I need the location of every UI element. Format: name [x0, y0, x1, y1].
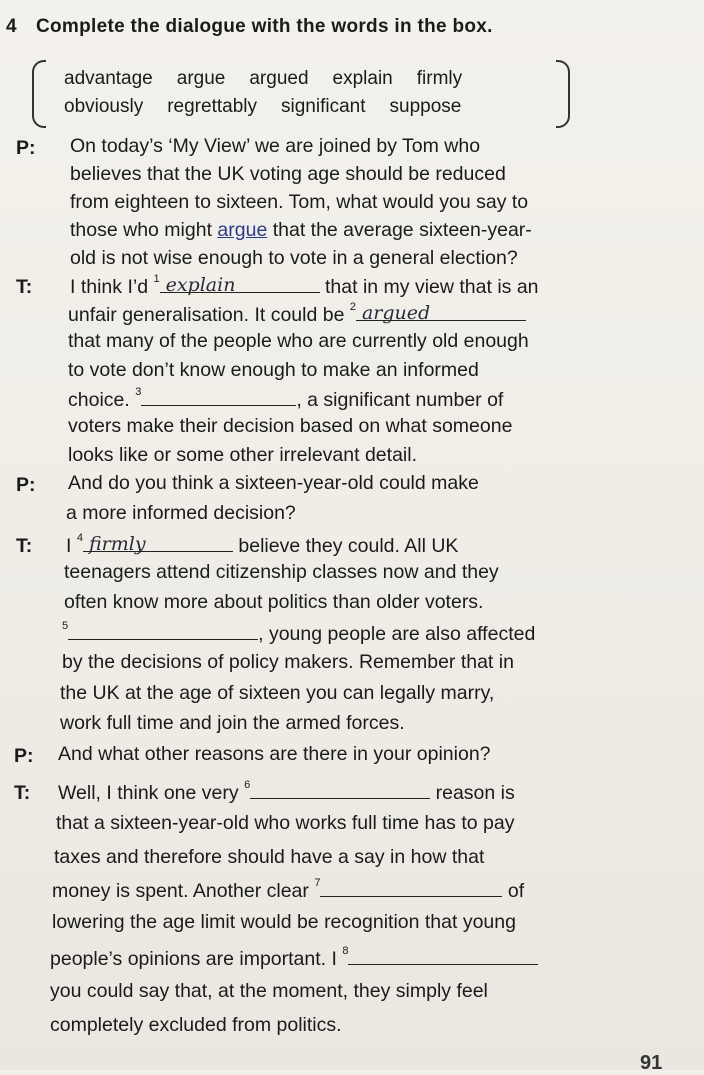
- word-regrettably: regrettably: [167, 96, 257, 117]
- dialogue-text: money is spent. Another clear: [52, 880, 315, 902]
- gap-number: 7: [314, 877, 321, 889]
- dialogue-line: [52, 877, 525, 902]
- dialogue-text: those who might: [70, 219, 218, 241]
- exercise-heading: [6, 16, 493, 38]
- dialogue-line: you could say that, at the moment, they simply feel: [50, 980, 488, 1002]
- dialogue-line: often know more about politics than older voters.: [64, 591, 484, 613]
- handwritten-answer-4: firmly: [88, 533, 146, 555]
- dialogue-text: that the average sixteen-year-: [267, 219, 532, 241]
- dialogue-line: [70, 221, 532, 241]
- dialogue-text: , a significant number of: [296, 389, 504, 411]
- speaker-p: P:: [14, 745, 34, 767]
- dialogue-line: [70, 273, 539, 298]
- word-box: [32, 60, 570, 128]
- dialogue-line: [58, 779, 515, 804]
- dialogue-line: to vote don’t know enough to make an informed: [68, 359, 479, 381]
- dialogue-line: [62, 620, 536, 645]
- word-firmly: firmly: [416, 68, 463, 89]
- dialogue-line: lowering the age limit would be recognition that young: [52, 911, 516, 933]
- word-box-row-1: [64, 68, 486, 90]
- word-significant: significant: [281, 96, 366, 117]
- dialogue-line: completely excluded from politics.: [50, 1014, 342, 1036]
- dialogue-line: looks like or some other irrelevant detail.: [68, 444, 417, 466]
- speaker-p: P:: [16, 474, 36, 496]
- word-box-right-bracket: [556, 60, 570, 128]
- gap-1-blank[interactable]: [160, 274, 320, 296]
- word-advantage: advantage: [64, 68, 153, 89]
- handwritten-answer-2: argued: [361, 302, 431, 324]
- word-argued: argued: [249, 68, 309, 89]
- word-explain: explain: [332, 68, 393, 89]
- dialogue-text: I: [66, 535, 77, 557]
- gap-7-blank[interactable]: [320, 880, 502, 897]
- gap-2-blank[interactable]: [356, 302, 526, 324]
- dialogue-line: work full time and join the armed forces.: [60, 712, 405, 734]
- dialogue-text: believe they could. All UK: [238, 535, 459, 557]
- dialogue-line: And what other reasons are there in your opinion?: [58, 743, 491, 765]
- dialogue-line: And do you think a sixteen-year-old could make: [68, 472, 479, 494]
- dialogue-line: taxes and therefore should have a say in how that: [54, 846, 485, 868]
- handwritten-answer-1: explain: [165, 274, 236, 296]
- dialogue-line: the UK at the age of sixteen you can legally marry,: [60, 682, 495, 704]
- speaker-p: P:: [16, 137, 36, 159]
- gap-number: 4: [76, 532, 83, 544]
- dialogue-text: that in my view that is an: [325, 276, 539, 298]
- dialogue-text: people’s opinions are important. I: [50, 948, 343, 970]
- word-obviously: obviously: [64, 96, 144, 117]
- gap-5-blank[interactable]: [68, 623, 258, 640]
- dialogue-line: by the decisions of policy makers. Remember that in: [62, 651, 514, 673]
- dialogue-text: unfair generalisation. It could be: [68, 304, 350, 326]
- dialogue-line: old is not wise enough to vote in a general election?: [70, 247, 518, 269]
- dialogue-line: a more informed decision?: [66, 502, 296, 524]
- dialogue-text: , young people are also affected: [258, 623, 536, 645]
- dialogue-text: Well, I think one very: [58, 782, 245, 804]
- dialogue-line: [66, 532, 459, 557]
- dialogue-line: [50, 945, 538, 970]
- gap-4-blank[interactable]: [83, 533, 233, 555]
- dialogue-line: from eighteen to sixteen. Tom, what would you say to: [70, 191, 529, 213]
- dialogue-text: choice.: [68, 389, 136, 411]
- word-box-left-bracket: [32, 60, 46, 128]
- dialogue-line: that a sixteen-year-old who works full time has to pay: [56, 812, 515, 834]
- dialogue-text: of: [507, 880, 525, 902]
- exercise-instruction: Complete the dialogue with the words in the box.: [36, 16, 493, 37]
- speaker-t: T:: [14, 782, 31, 804]
- page-number: 91: [640, 1052, 663, 1074]
- gap-6-blank[interactable]: [250, 782, 430, 799]
- gap-number: 2: [349, 301, 356, 313]
- dialogue-line: [68, 301, 526, 326]
- speaker-t: T:: [16, 535, 33, 557]
- gap-number: 5: [62, 620, 69, 632]
- gap-number: 6: [244, 779, 251, 791]
- gap-number: 8: [342, 945, 349, 957]
- dialogue-line: believes that the UK voting age should be reduced: [70, 163, 506, 185]
- gap-3-blank[interactable]: [141, 389, 296, 406]
- word-box-row-2: [64, 96, 485, 118]
- dialogue-text: reason is: [435, 782, 515, 804]
- dialogue-text: I think I’d: [70, 276, 154, 298]
- gap-number: 1: [153, 273, 160, 285]
- dialogue-line: teenagers attend citizenship classes now and they: [64, 561, 499, 583]
- word-argue: argue: [176, 68, 226, 89]
- gap-number: 3: [135, 386, 142, 398]
- dialogue-line: On today’s ‘My View’ we are joined by Tom who: [70, 135, 481, 157]
- gap-8-blank[interactable]: [348, 948, 538, 965]
- dialogue-line: [68, 386, 504, 411]
- word-suppose: suppose: [389, 96, 462, 117]
- speaker-t: T:: [16, 276, 33, 298]
- exercise-number: 4: [6, 16, 17, 37]
- example-answer: argue: [217, 219, 268, 241]
- dialogue-line: voters make their decision based on what someone: [68, 415, 513, 437]
- dialogue-line: that many of the people who are currently old enough: [68, 330, 529, 352]
